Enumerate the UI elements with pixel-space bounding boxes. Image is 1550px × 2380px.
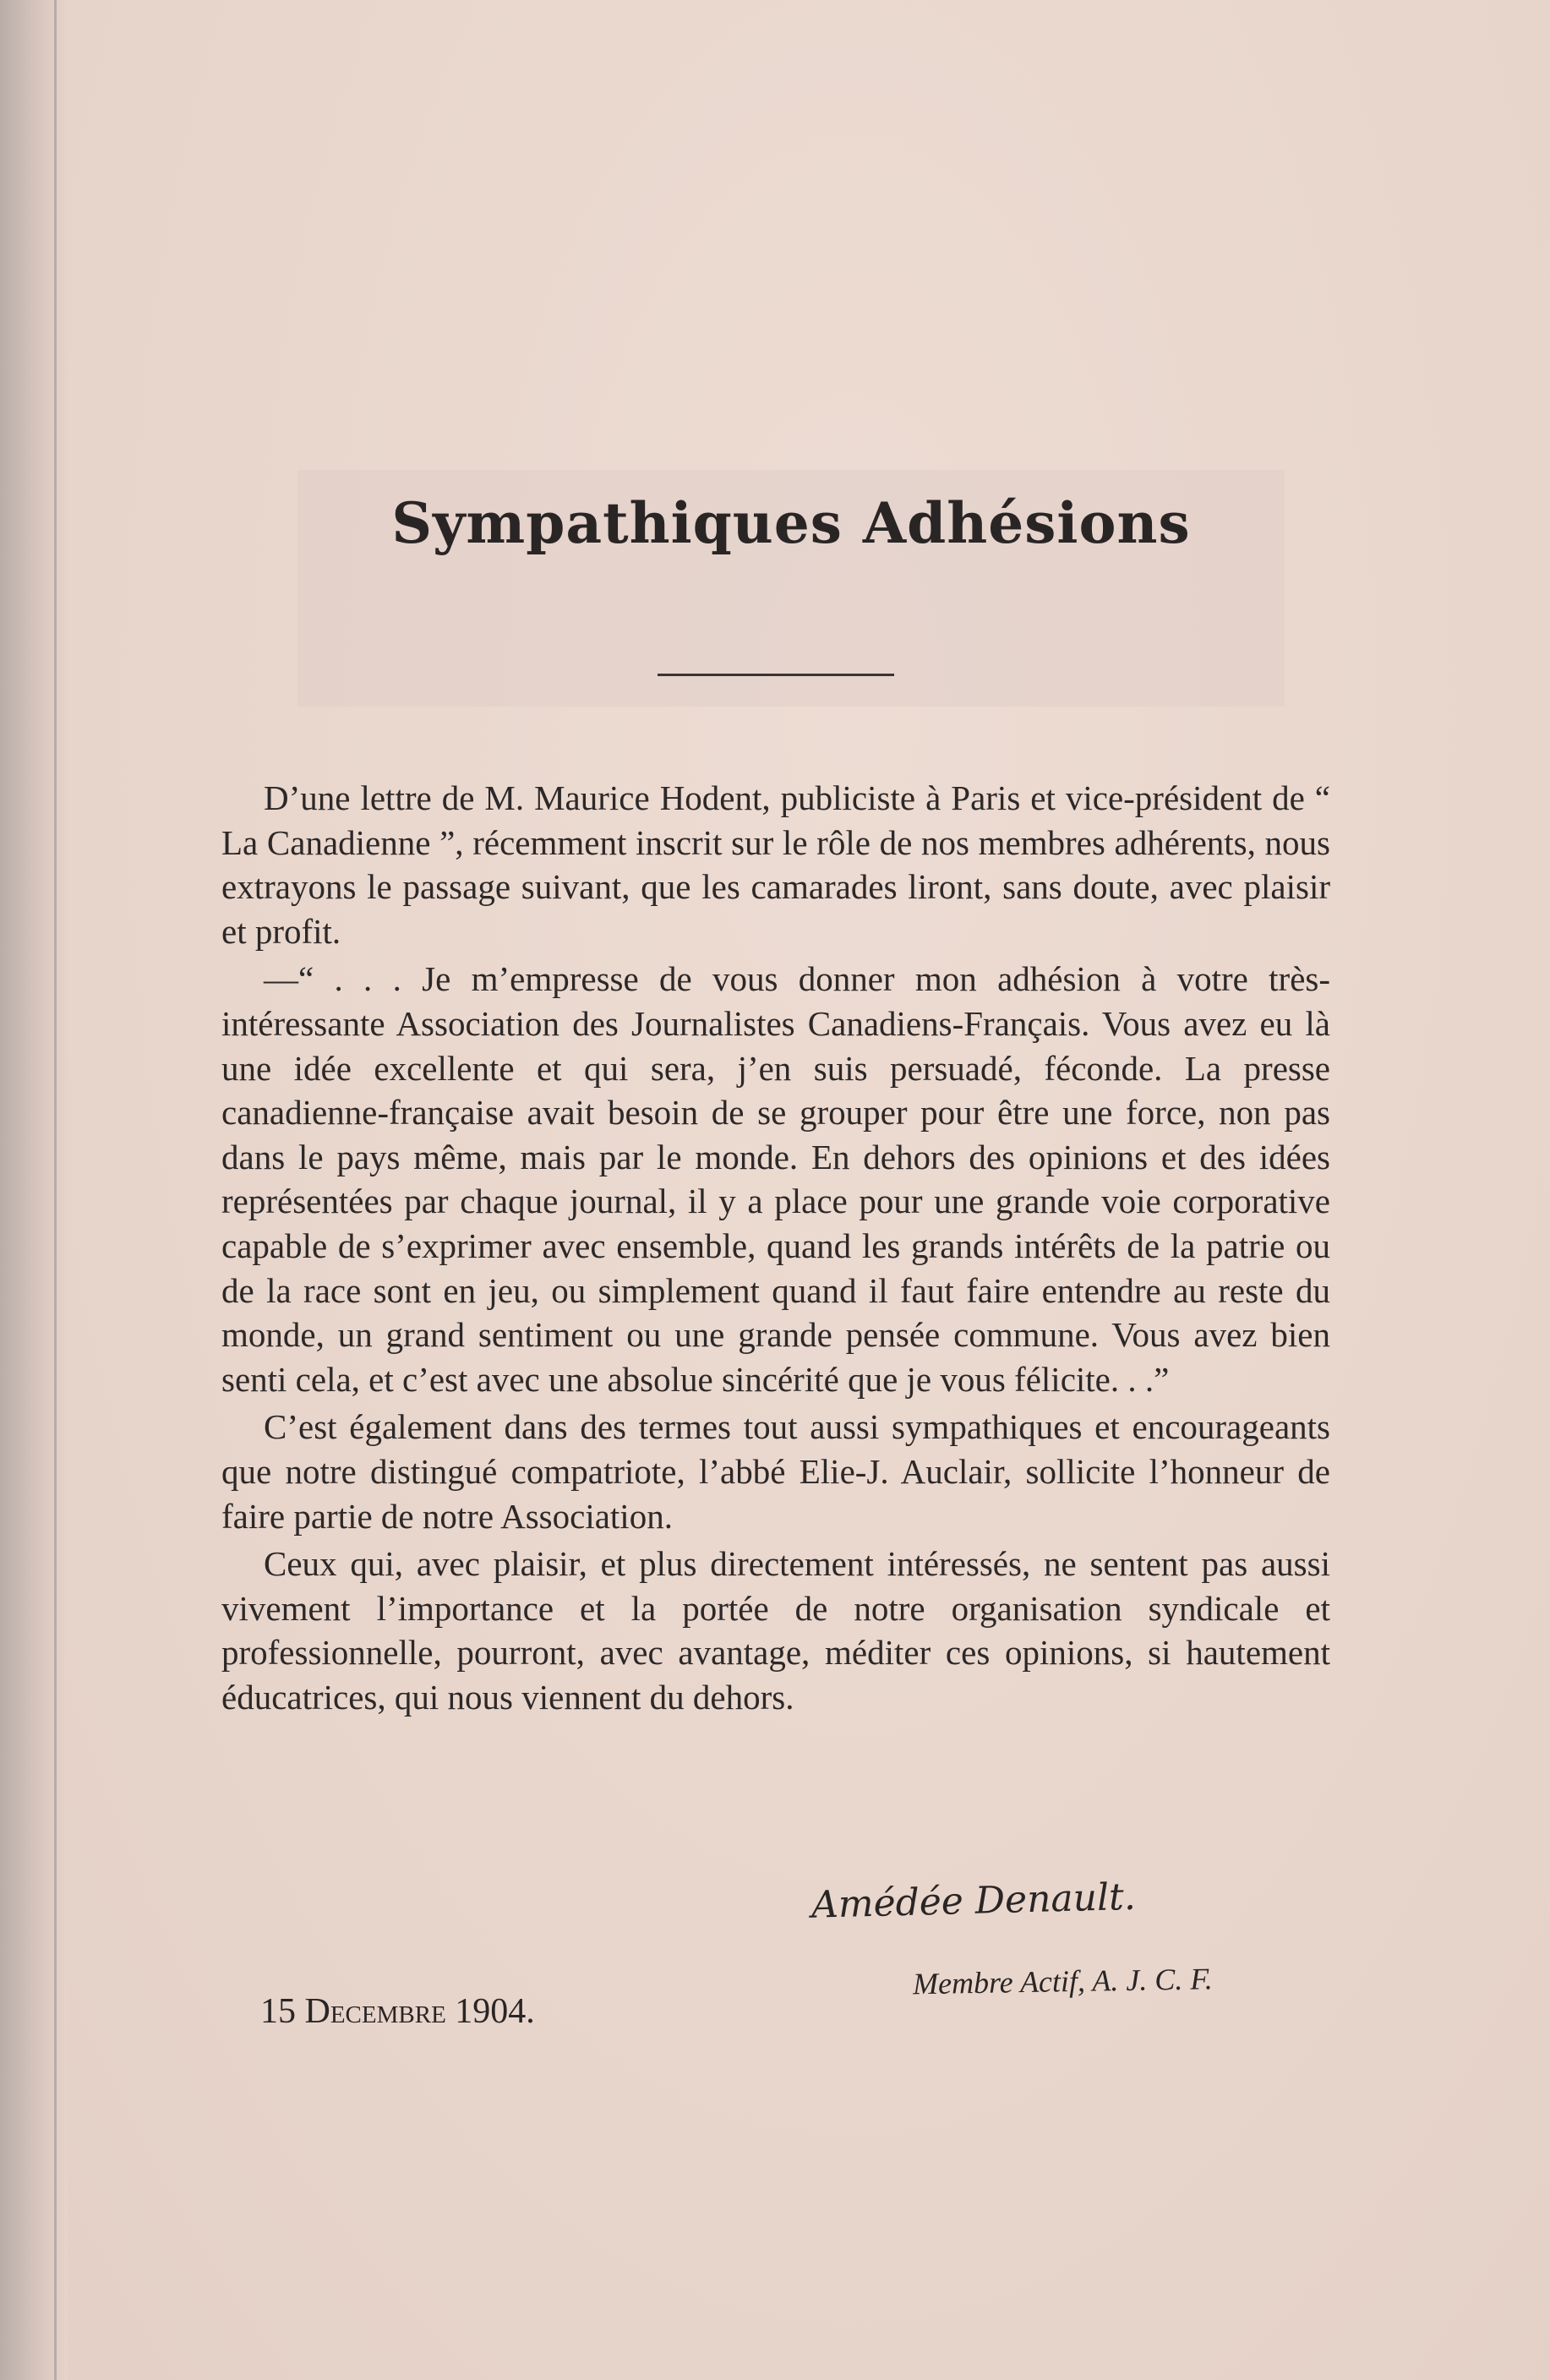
date-line [260,1991,535,2032]
date-month: Decembre [304,1992,446,2031]
spine-edge-line [54,0,57,2380]
date-year: 1904. [455,1992,535,2031]
signature: Amédée Denault. [810,1875,1137,1927]
book-spine-shadow [0,0,68,2380]
paragraph-auclair: C’est également dans des termes tout aussi sympathiques et encourageants que notre distingué compatriote, l’abbé Elie-J. Auclair, sollicite l’honneur de faire partie de notre Association. [221,1407,1330,1536]
paragraph-intro: D’une lettre de M. Maurice Hodent, publiciste à Paris et vice-président de “ La Canadienne ”, récemment inscrit sur le rôle de nos membres adhérents, nous extrayons le passage suivant, que les camarades liront, sans doute, avec plaisir et profit. [221,778,1330,951]
member-line: Membre Actif, A. J. C. F. [912,1962,1213,2001]
article-body [221,776,1330,1722]
paragraph-closing: Ceux qui, avec plaisir, et plus directement intéressés, ne sentent pas aussi vivement l’importance et la portée de notre organisation syndicale et professionnelle, pourront, avec avantage, méditer ces opinions, si hautement éducatrices, qui nous viennent du dehors. [221,1544,1330,1717]
page-title: Sympathiques Adhésions [391,490,1191,556]
title-divider [658,674,894,676]
paragraph-quote: —“ . . . Je m’empresse de vous donner mon adhésion à votre très-intéressante Association des Journalistes Canadiens-Français. Vous avez eu là une idée excellente et qui sera, j’en suis persuadé, féconde. La presse canadienne-française avait besoin de se grouper pour être une force, non pas dans le pays même, mais par le monde. En dehors des opinions et des idées représentées par chaque journal, il y a place pour une grande voie corporative capable de s’exprimer avec ensemble, quand les grands intérêts de la patrie ou de la race sont en jeu, ou simplement quand il faut faire entendre au reste du monde, un grand sentiment ou une grande pensée commune. Vous avez bien senti cela, et c’est avec une absolue sincérité que je vous félicite. . .” [221,959,1330,1399]
date-day: 15 [260,1992,296,2031]
